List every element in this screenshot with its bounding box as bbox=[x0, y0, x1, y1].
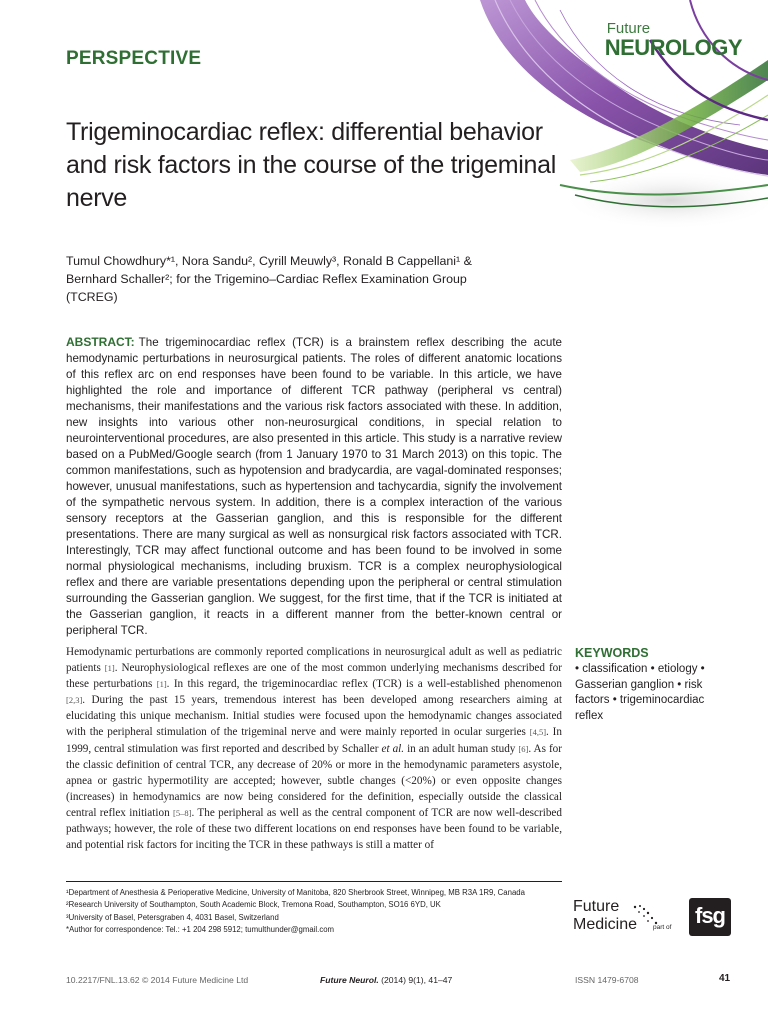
body-text-segment: . In this regard, the trigeminocardiac reflex (TCR) is a well-established phenomenon bbox=[166, 678, 562, 691]
journal-name-prefix: Future bbox=[606, 20, 651, 37]
publisher-logo bbox=[573, 898, 743, 938]
footnote-divider bbox=[66, 881, 562, 882]
abstract bbox=[66, 334, 562, 639]
affiliation-1: ¹Department of Anesthesia & Perioperative Medicine, University of Manitoba, 820 Sherbrook Street, Winnipeg, MB R3A 1R9, Canada bbox=[66, 888, 525, 897]
part-of-label: part of bbox=[653, 924, 672, 931]
article-title: Trigeminocardiac reflex: differential behavior and risk factors in the course of the trigeminal nerve bbox=[66, 118, 557, 212]
footer-journal-abbr: Future Neurol. bbox=[320, 975, 379, 985]
page-number: 41 bbox=[719, 973, 731, 984]
dots-icon bbox=[633, 904, 659, 926]
publisher-name bbox=[573, 898, 637, 934]
footer-issn: ISSN 1479-6708 bbox=[575, 975, 639, 985]
affiliations bbox=[66, 887, 566, 936]
citation-ref[interactable]: [2,3] bbox=[66, 695, 83, 706]
body-text-segment: . The peripheral as well as the central component of TCR are now well-described pathways; however, the role of these two different locations on end responses have been found to be variable, and potential risk factors for inciting the TCR in these pathways is still a matter of bbox=[66, 806, 562, 852]
citation-ref[interactable]: [6] bbox=[518, 743, 529, 754]
keywords-list: • classification • etiology • Gasserian ganglion • risk factors • trigeminocardiac reflex bbox=[575, 663, 705, 722]
body-text-segment: . In 1999, central stimulation was first reported and described by Schaller bbox=[66, 726, 562, 755]
body-text-segment: . During the past 15 years, tremendous interest has been developed among researchers aiming at elucidating this unique mechanism. Initial studies were focused upon the hemodynamic changes associated with the peripheral stimulation of the trigeminal nerve and were mainly reported in ocular surgeries bbox=[66, 694, 562, 739]
keywords-box bbox=[575, 646, 735, 724]
abstract-text: The trigeminocardiac reflex (TCR) is a brainstem reflex describing the acute hemodynamic perturbations in neurosurgical patients. The roles of different anatomic locations of this reflex arc on end responses have been found to be variable. In this article, we have highlighted the role and importance of different TCR pathway (peripheral vs central) mechanisms, their manifestations and the various risk factors associated with these. In addition, new insights into various other non-neurosurgical conditions, in special relation to neurointerventional procedures, are also presented in this article. This study is a narrative review based on a PubMed/Google search (from 1 January 1970 to 31 March 2013) on this topic. The common manifestations, such as hypotension and bradycardia, are vagal-dominated responses; however, unusual manifestations, such as hypertension and tachycardia, signify the involvement of the sympathetic nervous system. In addition, there is a complex interaction of the various sensory receptors at the Gasserian ganglion, and this is responsible for the different presentations. There are many surgical as well as nonsurgical risk factors associated with TCR. Interestingly, TCR may affect functional outcome and has been found to be involved in some normal physiological mechanisms, including bruxism. TCR is a complex neurophysiological reflex and there are variable presentations depending upon the peripheral or central stimulation surrounding the Gasserian ganglion. We suggest, for the first time, that if the TCR is initiated at the Gasserian ganglion, it reacts in a different manner from the better-known central or peripheral TCR. bbox=[66, 336, 562, 637]
citation-ref[interactable]: [4,5] bbox=[529, 727, 547, 738]
correspondence[interactable]: *Author for correspondence: Tel.: +1 204 298 5912; tumulthunder@gmail.com bbox=[66, 924, 335, 934]
publisher-name-line2: Medicine bbox=[573, 916, 638, 933]
journal-name: NEUROLOGY bbox=[604, 35, 742, 60]
body-paragraph bbox=[66, 644, 562, 853]
body-text-segment: in an adult human study bbox=[404, 742, 519, 755]
affiliation-2: ²Research University of Southampton, South Academic Block, Tremona Road, Southampton, SO16 6YD, UK bbox=[66, 900, 441, 910]
affiliation-3: ³University of Basel, Petersgraben 4, 4031 Basel, Switzerland bbox=[66, 912, 279, 922]
body-text-segment: . Neurophysiological reflexes are one of the most common underlying mechanisms described for these perturbations bbox=[66, 662, 562, 691]
citation-ref[interactable]: [5–8] bbox=[173, 807, 192, 818]
author-list: Tumul Chowdhury*¹, Nora Sandu², Cyrill Meuwly³, Ronald B Cappellani¹ & Bernhard Schaller²; for the Trigemino–Cardiac Reflex Examination Group (TCREG) bbox=[66, 254, 472, 304]
et-al: et al. bbox=[381, 742, 405, 755]
journal-masthead bbox=[605, 22, 742, 60]
footer-citation bbox=[320, 975, 452, 985]
article-type-label: PERSPECTIVE bbox=[66, 48, 202, 69]
body-text-segment: . As for the classic definition of central TCR, any decrease of 20% or more in the hemodynamic parameters asystole, apnea or gastric hypermotility are accepted; however, subtle changes (<20%) or even opposite changes (increases) in hemodynamics are now being considered for the definition, especially outside the classical central reflex initiation bbox=[66, 742, 562, 819]
body-text-segment: Hemodynamic perturbations are commonly reported complications in neurosurgical adult as well as pediatric patients bbox=[66, 646, 562, 675]
keywords-heading: KEYWORDS bbox=[575, 646, 649, 660]
publisher-name-line1: Future bbox=[573, 898, 620, 915]
footer-citation-text: (2014) 9(1), 41–47 bbox=[378, 975, 453, 985]
citation-ref[interactable]: [1] bbox=[156, 679, 167, 690]
abstract-heading: ABSTRACT: bbox=[66, 335, 135, 349]
footer-doi: 10.2217/FNL.13.62 © 2014 Future Medicine Ltd bbox=[66, 975, 249, 985]
citation-ref[interactable]: [1] bbox=[104, 663, 115, 674]
fsg-logo: fsg bbox=[689, 898, 731, 936]
